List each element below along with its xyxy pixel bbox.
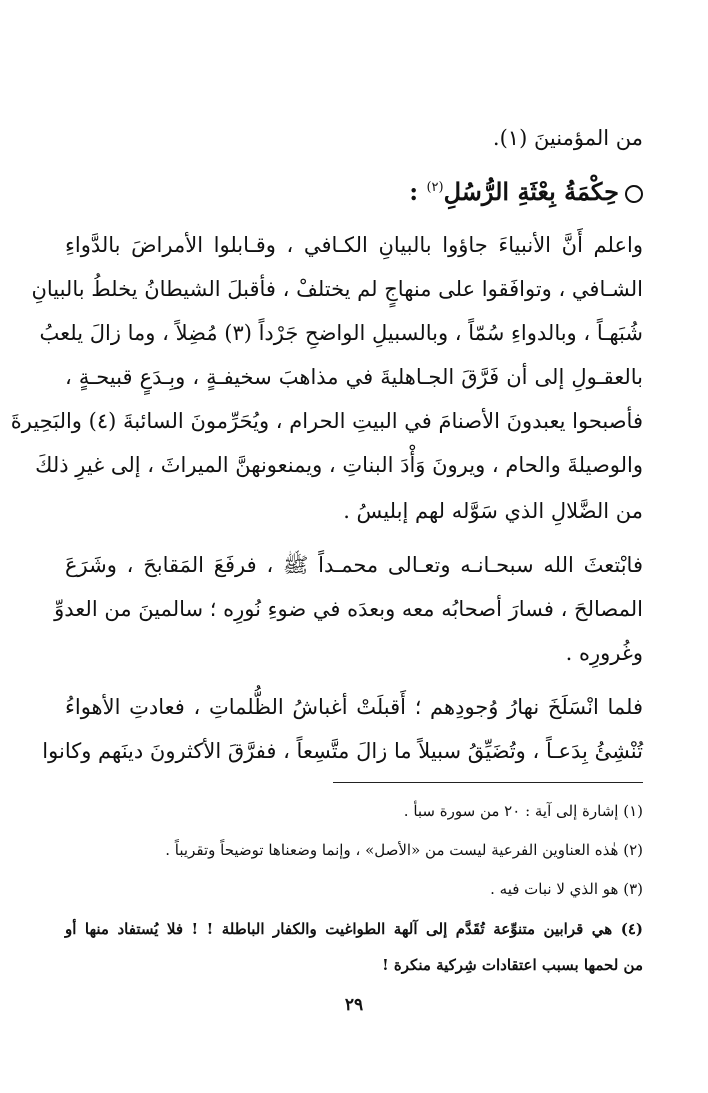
body-line: فلما انْسَلَخَ نهارُ وُجودِهم ؛ أَقبلَتْ أغباشُ الظُّلماتِ ، فعادتِ الأهواءُ bbox=[65, 695, 643, 719]
footnote-continuation: من لحمها بسبب اعتقادات شِركية منكرة ! bbox=[382, 956, 643, 974]
body-line: المصالحَ ، فسارَ أصحابُه معه وبعدَه في ضوءِ نُورِه ؛ سالمينَ من العدوِّ bbox=[54, 597, 643, 621]
page-number: ٢٩ bbox=[344, 995, 364, 1015]
section-heading-text: حِكْمَةُ بِعْثَةِ الرُّسُلِ bbox=[443, 177, 619, 206]
circle-bullet-icon bbox=[625, 185, 643, 203]
footnote: (٢) هٰذه العناوين الفرعية ليست من «الأصل» ، وإنما وضعناها توضيحاً وتقريباً . bbox=[165, 841, 643, 859]
footnote-separator bbox=[333, 782, 643, 783]
body-line: فأصبحوا يعبدونَ الأصنامَ في البيتِ الحرام ، ويُحَرِّمونَ السائبةَ (٤) والبَحِيرةَ bbox=[10, 409, 643, 433]
body-line: تُنْشِئُ بِدَعـاً ، وتُضَيِّقُ سبيلاً ما زالَ متَّسِعاً ، ففرَّقَ الأكثرونَ دينَهم وكانوا bbox=[42, 739, 643, 763]
footnote: (٣) هو الذي لا نبات فيه . bbox=[490, 880, 643, 898]
heading-colon: : bbox=[409, 177, 419, 206]
body-line: بالعقـولِ إلى أن فَرَّقَ الجـاهليةَ في مذاهبَ سخيفـةٍ ، وبِـدَعٍ قبيحـةٍ ، bbox=[65, 365, 643, 389]
footnote-ref: (٢) bbox=[426, 180, 444, 195]
body-line: من الضَّلالِ الذي سَوَّله لهم إبليسُ . bbox=[343, 499, 643, 523]
body-line: من المؤمنينَ (١). bbox=[492, 126, 643, 150]
body-line: الشـافي ، وتوافَقوا على منهاجٍ لم يختلفْ ، فأقبلَ الشيطانُ يخلطُ بالبيانِ bbox=[31, 277, 643, 301]
footnote: (١) إشارة إلى آية : ٢٠ من سورة سبأ . bbox=[403, 802, 643, 820]
body-line: واعلم أَنَّ الأنبياءَ جاؤوا بالبيانِ الكـافي ، وقـابلوا الأمراضَ بالدَّواءِ bbox=[65, 233, 643, 257]
footnote: (٤) هي قرابين متنوِّعة تُقَدَّم إلى آلهة الطواغيت والكفار الباطلة ! ! فلا يُستفاد منها أو bbox=[65, 920, 643, 938]
body-line: فابْتعثَ الله سبحـانـه وتعـالى محمـداً ﷺ ، فرفَعَ المَقابحَ ، وشَرَعَ bbox=[65, 553, 643, 577]
body-line: والوصيلةَ والحام ، ويرونَ وَأْدَ البناتِ ، ويمنعونهنَّ الميراثَ ، إلى غيرِ ذلكَ bbox=[35, 453, 643, 477]
body-line: شُبَهـاً ، وبالدواءِ سُمّاً ، وبالسبيلِ الواضحِ جَرْداً (٣) مُضِلاً ، وما زالَ يلعبُ bbox=[39, 321, 643, 345]
section-heading bbox=[65, 170, 643, 210]
body-line: وغُرورِه . bbox=[565, 641, 643, 665]
